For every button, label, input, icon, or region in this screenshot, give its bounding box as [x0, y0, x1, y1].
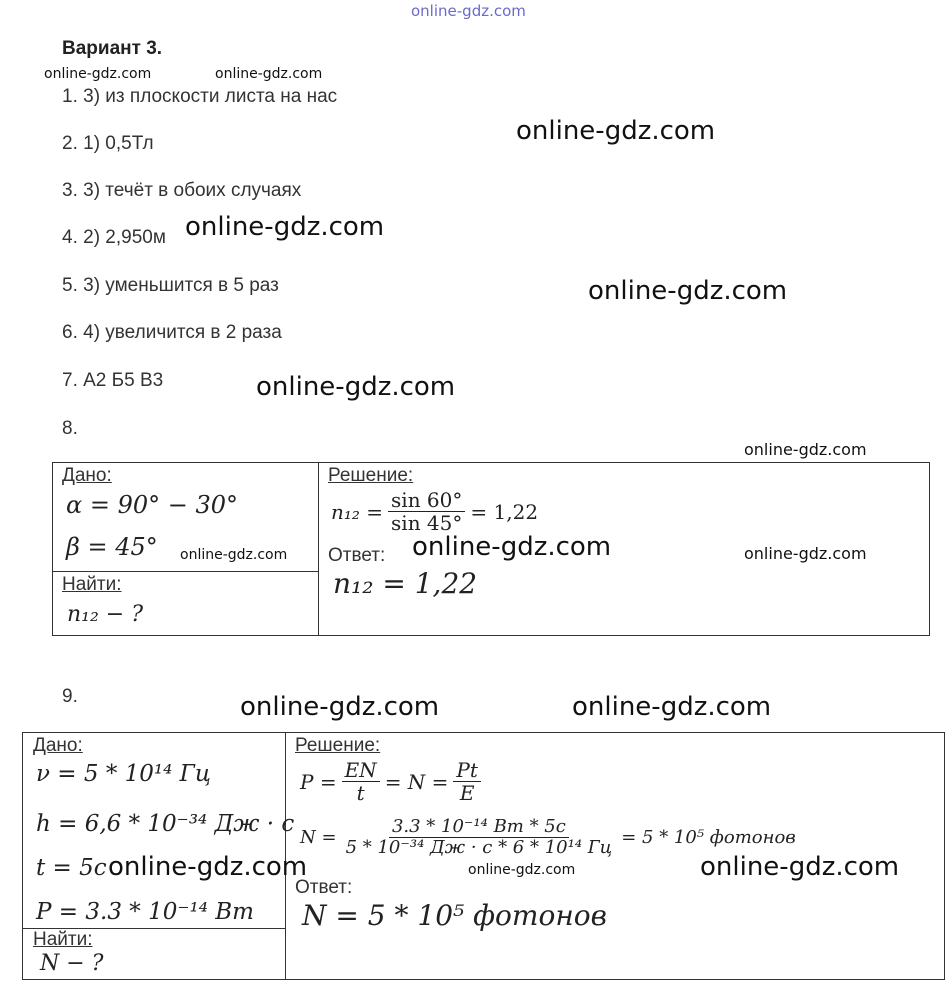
- eq1-denominator-1: t: [356, 781, 365, 805]
- eq-numerator: sin 60°: [388, 489, 465, 512]
- eq1-middle: = N =: [384, 769, 449, 794]
- eq-fraction: [388, 489, 465, 534]
- answer-item: 5. 3) уменьшится в 5 раз: [62, 275, 279, 296]
- given-label: Дано:: [33, 735, 83, 756]
- eq-denominator: sin 45°: [391, 511, 463, 535]
- watermark: online-gdz.com: [185, 212, 385, 242]
- eq2-fraction: [343, 817, 616, 858]
- eq2-lhs: N =: [300, 826, 337, 848]
- find-label: Найти:: [33, 929, 93, 950]
- given-t: t = 5с: [36, 855, 107, 881]
- given-cell: [53, 463, 319, 572]
- page-title: Вариант 3.: [62, 38, 163, 59]
- watermark: online-gdz.com: [412, 532, 612, 562]
- eq2-numerator: 3.3 * 10⁻¹⁴ Вт * 5с: [389, 817, 569, 838]
- watermark: online-gdz.com: [180, 547, 288, 563]
- given-alpha: α = 90° − 30°: [66, 491, 239, 519]
- watermark: online-gdz.com: [215, 66, 323, 82]
- answer-item: 3. 3) течёт в обоих случаях: [62, 180, 302, 201]
- watermark: online-gdz.com: [108, 852, 308, 882]
- watermark: online-gdz.com: [44, 66, 152, 82]
- watermark: online-gdz.com: [744, 544, 867, 563]
- watermark: online-gdz.com: [700, 852, 900, 882]
- find-cell: [53, 572, 319, 636]
- find-cell: [23, 929, 286, 980]
- eq-lhs: n₁₂ =: [331, 499, 384, 524]
- answer-label: Ответ:: [328, 545, 386, 566]
- given-label: Дано:: [62, 465, 112, 486]
- eq-rhs: = 1,22: [470, 499, 539, 524]
- find-value: N − ?: [40, 951, 104, 976]
- answer-item: 2. 1) 0,5Тл: [62, 133, 154, 154]
- task-number: 9.: [62, 686, 78, 707]
- eq1-denominator-2: E: [459, 781, 475, 805]
- answer-value: N = 5 * 10⁵ фотонов: [302, 899, 607, 932]
- eq1-lhs: P =: [300, 769, 337, 794]
- eq1-numerator-2: Pt: [453, 759, 481, 782]
- watermark: online-gdz.com: [572, 692, 772, 722]
- watermark: online-gdz.com: [516, 116, 716, 146]
- find-label: Найти:: [62, 574, 122, 595]
- answer-label: Ответ:: [295, 877, 353, 898]
- given-h: h = 6,6 * 10⁻³⁴ Дж · с: [36, 811, 295, 837]
- answer-item: 4. 2) 2,950м: [62, 227, 166, 248]
- given-nu: ν = 5 * 10¹⁴ Гц: [36, 761, 211, 787]
- watermark: online-gdz.com: [256, 372, 456, 402]
- eq1-fraction-2: [453, 759, 481, 804]
- watermark: online-gdz.com: [588, 276, 788, 306]
- solution-label: Решение:: [295, 735, 381, 756]
- find-value: n₁₂ − ?: [67, 602, 144, 627]
- answer-item: 7. А2 Б5 В3: [62, 370, 164, 391]
- eq2-denominator: 5 * 10⁻³⁴ Дж · с * 6 * 10¹⁴ Гц: [345, 836, 613, 858]
- answer-item: 6. 4) увеличится в 2 раза: [62, 322, 282, 343]
- solution-equation: [331, 489, 538, 534]
- eq1-fraction-1: [342, 759, 380, 804]
- solution-label: Решение:: [328, 465, 414, 486]
- watermark: online-gdz.com: [744, 440, 867, 459]
- solution-equation-1: [300, 759, 481, 804]
- eq2-rhs: = 5 * 10⁵ фотонов: [621, 826, 796, 848]
- given-beta: β = 45°: [66, 533, 158, 561]
- top-watermark: online-gdz.com: [411, 2, 526, 20]
- given-cell: [23, 733, 295, 929]
- watermark: online-gdz.com: [468, 862, 576, 878]
- given-P: P = 3.3 * 10⁻¹⁴ Вт: [36, 899, 254, 925]
- task-number: 8.: [62, 418, 78, 439]
- eq1-numerator-1: EN: [342, 759, 380, 782]
- answer-item: 1. 3) из плоскости листа на нас: [62, 86, 338, 107]
- answer-value: n₁₂ = 1,22: [333, 567, 478, 600]
- watermark: online-gdz.com: [240, 692, 440, 722]
